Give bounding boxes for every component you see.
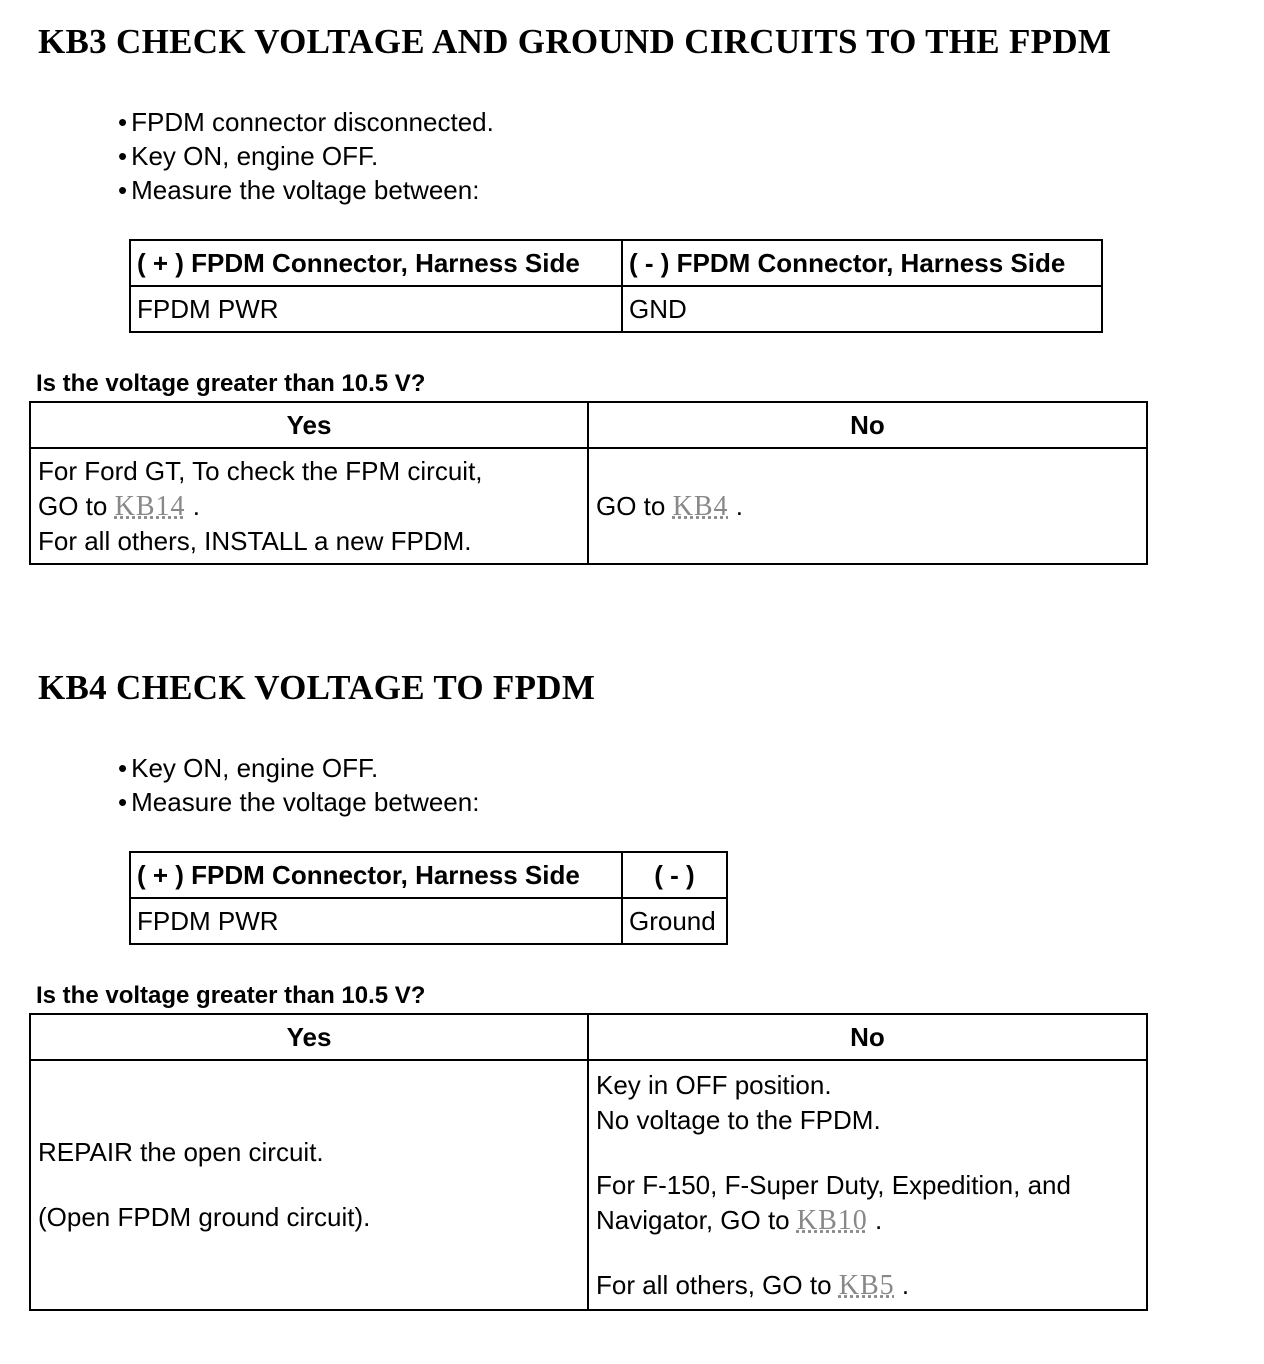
kb3-no-header: No: [588, 402, 1147, 448]
kb3-step: • Measure the voltage between:: [118, 173, 494, 207]
kb4-step: • Key ON, engine OFF.: [118, 751, 479, 785]
kb3-no-cell: GO to KB4 .: [588, 448, 1147, 564]
kb4-col-positive: ( + ) FPDM Connector, Harness Side: [130, 852, 622, 898]
kb10-link[interactable]: KB10: [796, 1204, 868, 1236]
kb4-no-cell: [588, 1060, 1147, 1310]
kb3-yes-line: For all others, INSTALL a new FPDM.: [38, 525, 472, 556]
kb14-link[interactable]: KB14: [114, 490, 186, 522]
kb4-connector-table: [129, 851, 728, 945]
kb3-step: • Key ON, engine OFF.: [118, 139, 494, 173]
kb4-yes-header: Yes: [30, 1014, 588, 1060]
kb4-no-header: No: [588, 1014, 1147, 1060]
kb4-no-line: For F-150, F-Super Duty, Expedition, and: [596, 1169, 1071, 1200]
kb3-yes-header: Yes: [30, 402, 588, 448]
kb4-step: • Measure the voltage between:: [118, 785, 479, 819]
kb4-title: KB4 CHECK VOLTAGE TO FPDM: [38, 668, 596, 707]
kb3-connector-table: [129, 239, 1103, 333]
kb4-no-line: Key in OFF position.: [596, 1069, 832, 1100]
kb4-col-negative: ( - ): [622, 852, 727, 898]
kb3-cell-negative: GND: [622, 286, 1102, 332]
kb3-steps: [118, 105, 494, 207]
kb4-yes-line: REPAIR the open circuit.: [38, 1137, 324, 1167]
goto-text: GO to: [38, 490, 108, 521]
kb4-yes-cell: [30, 1060, 588, 1310]
kb4-result-table: [29, 1013, 1148, 1311]
kb4-no-line: No voltage to the FPDM.: [596, 1104, 881, 1135]
kb4-cell-negative: Ground: [622, 898, 727, 944]
kb3-yes-cell: [30, 448, 588, 564]
kb3-question: Is the voltage greater than 10.5 V?: [36, 370, 426, 397]
kb3-result-table: [29, 401, 1148, 565]
kb3-col-positive: ( + ) FPDM Connector, Harness Side: [130, 240, 622, 286]
kb3-col-negative: ( - ) FPDM Connector, Harness Side: [622, 240, 1102, 286]
kb4-no-goto: For all others, GO to KB5 .: [596, 1269, 910, 1301]
kb3-title: KB3 CHECK VOLTAGE AND GROUND CIRCUITS TO THE FPDM: [38, 22, 1112, 61]
kb4-steps: [118, 751, 479, 819]
kb4-yes-line: (Open FPDM ground circuit).: [38, 1202, 371, 1232]
goto-text: GO to: [596, 490, 666, 521]
kb3-yes-line: For Ford GT, To check the FPM circuit,: [38, 455, 483, 486]
kb5-link[interactable]: KB5: [838, 1269, 895, 1301]
kb4-link[interactable]: KB4: [672, 490, 729, 522]
kb3-cell-positive: FPDM PWR: [130, 286, 622, 332]
goto-text: Navigator, GO to: [596, 1204, 790, 1235]
kb4-no-goto: Navigator, GO to KB10 .: [596, 1204, 883, 1236]
kb3-step: • FPDM connector disconnected.: [118, 105, 494, 139]
kb4-cell-positive: FPDM PWR: [130, 898, 622, 944]
kb4-question: Is the voltage greater than 10.5 V?: [36, 982, 426, 1009]
goto-text: For all others, GO to: [596, 1269, 832, 1300]
kb3-yes-goto: GO to KB14 .: [38, 490, 200, 522]
